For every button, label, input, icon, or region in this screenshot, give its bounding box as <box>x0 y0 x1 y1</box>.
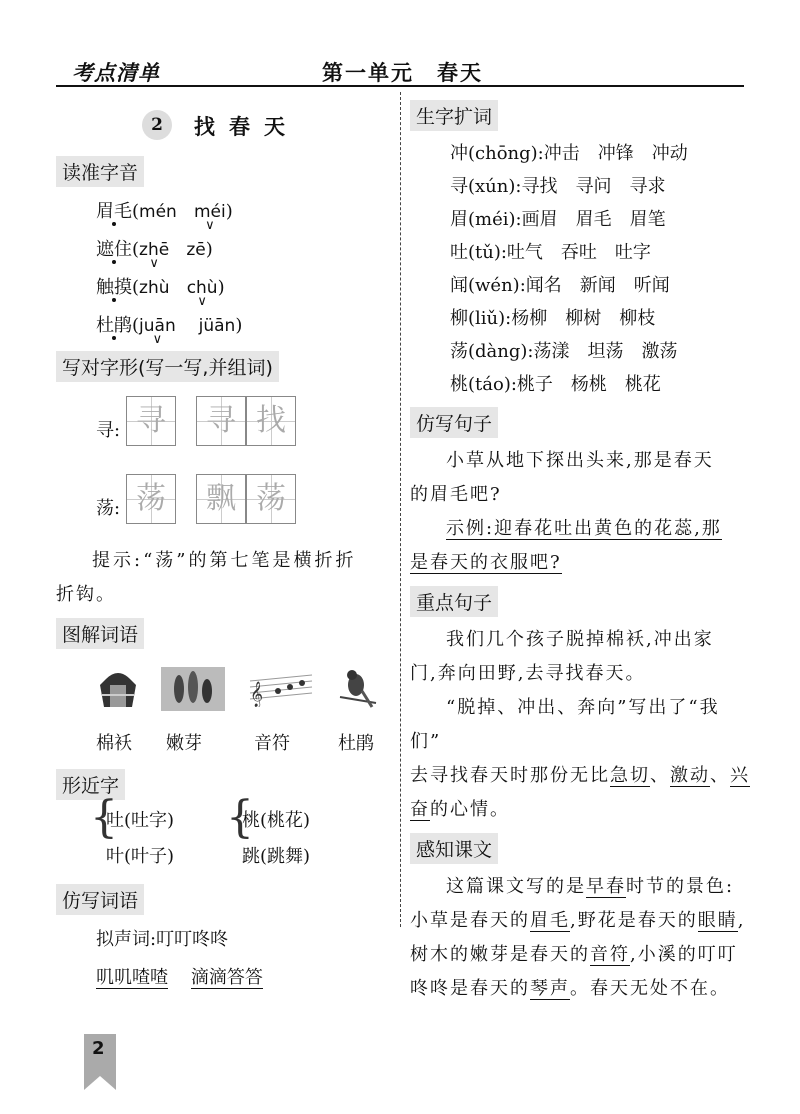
cuckoo-bird-image <box>336 667 380 711</box>
picture-label: 棉袄 <box>96 733 132 754</box>
section-readings-title: 读准字音 <box>56 156 144 187</box>
sprout-image <box>161 667 225 711</box>
section-key-sentence-title: 重点句子 <box>410 586 498 617</box>
brace-right: { <box>226 792 254 843</box>
example-text: 示例:迎春花吐出黄色的花蕊,那 <box>446 518 722 539</box>
text-segment: , <box>737 910 746 931</box>
writing-grid-row <box>56 394 394 466</box>
reading-word: 触摸 <box>96 277 132 298</box>
picture-row <box>56 663 394 723</box>
section-imitate-sentence-title: 仿写句子 <box>410 407 498 438</box>
key-sentence-line: 门,奔向田野,去寻找春天。 <box>410 663 646 684</box>
page-header <box>0 55 800 91</box>
hint-line: 提示:“荡”的第七笔是横折折 <box>92 550 357 571</box>
writing-grid-row <box>56 472 394 544</box>
key-sentence-line: “脱掉、冲出、奔向”写出了“我们” <box>410 697 720 752</box>
grid-label: 荡: <box>96 498 121 519</box>
page-number: 2 <box>92 1038 105 1059</box>
section-pictures-title: 图解词语 <box>56 618 144 649</box>
imitate-example-line <box>410 546 750 580</box>
cotton-jacket-image <box>96 667 140 713</box>
new-char-item: 吐(tǔ):吐气 吞吐 吐字 <box>450 242 651 263</box>
music-notes-image <box>248 667 314 707</box>
reading-word: 杜鹃 <box>96 315 132 336</box>
section-new-chars-title: 生字扩词 <box>410 100 498 131</box>
pinyin-option-correct: chù ∨ <box>187 269 218 307</box>
perceive-line <box>410 938 750 972</box>
writing-cell: 飘 <box>196 474 246 524</box>
readings-list <box>56 193 394 345</box>
writing-cell: 寻 <box>126 396 176 446</box>
section-perceive-title: 感知课文 <box>410 833 498 864</box>
perceive-line <box>410 870 750 904</box>
writing-cell: 找 <box>246 396 296 446</box>
pinyin-option-correct: juān ∨ <box>139 307 176 345</box>
similar-item: 吐(吐字) <box>106 810 175 831</box>
new-char-item: 眉(méi):画眉 眉毛 眉笔 <box>450 209 666 230</box>
new-char-item: 冲(chōng):冲击 冲锋 冲动 <box>450 143 688 164</box>
underlined-word: 琴声 <box>530 978 570 999</box>
writing-cell: 荡 <box>246 474 296 524</box>
similar-chars <box>56 792 394 878</box>
similar-item: 叶(叶子) <box>106 846 175 867</box>
new-char-item: 寻(xún):寻找 寻问 寻求 <box>450 176 666 197</box>
brace-left: { <box>90 792 118 843</box>
pinyin-option-correct: méi ∨ <box>194 193 226 231</box>
reading-word: 眉毛 <box>96 201 132 222</box>
imitate-answer: 滴滴答答 <box>190 967 263 988</box>
underlined-word: 眉毛 <box>530 910 570 931</box>
text-segment: 这篇课文写的是 <box>446 876 586 897</box>
text-segment: 小草是春天的 <box>410 910 530 931</box>
key-sentence-line: 我们几个孩子脱掉棉袄,冲出家 <box>446 629 714 650</box>
imitate-words-prompt: 拟声词:叮叮咚咚 <box>96 929 229 950</box>
left-column <box>56 100 394 997</box>
perceive-line <box>410 972 750 1006</box>
reading-item: 眉毛(mén méi ∨) <box>56 193 394 231</box>
underlined-word: 奋 <box>410 799 430 820</box>
imitate-words-answers <box>56 959 394 997</box>
writing-cell: 荡 <box>126 474 176 524</box>
reading-item: 遮住(zhē ∨ zē) <box>56 231 394 269</box>
imitate-example-line <box>410 512 750 546</box>
text-segment: 咚咚是春天的 <box>410 978 530 999</box>
new-char-item: 柳(liǔ):杨柳 柳树 柳枝 <box>450 308 656 329</box>
text-segment: 。春天无处不在。 <box>570 978 730 999</box>
column-divider <box>400 92 401 927</box>
pinyin-option: zhù <box>139 278 170 298</box>
picture-labels <box>56 723 394 763</box>
new-char-item: 闻(wén):闻名 新闻 听闻 <box>450 275 670 296</box>
example-text: 是春天的衣服吧? <box>410 552 562 573</box>
grid-label: 寻: <box>96 420 121 441</box>
key-sentence-line <box>410 759 750 793</box>
new-chars-list <box>410 137 750 401</box>
section-similar-title: 形近字 <box>56 769 125 800</box>
lesson-number-badge: 2 <box>142 110 172 140</box>
imitate-sentence-line: 的眉毛吧? <box>410 484 502 505</box>
header-unit-title: 第一单元 春天 <box>322 60 483 85</box>
key-sentence-line <box>410 793 750 827</box>
picture-label: 杜鹃 <box>338 733 374 754</box>
underlined-word: 眼睛 <box>697 910 738 931</box>
imitate-answer: 叽叽喳喳 <box>96 967 168 988</box>
section-writing-title: 写对字形(写一写,并组词) <box>56 351 279 382</box>
underlined-word: 早春 <box>586 876 626 897</box>
header-rule <box>56 85 744 87</box>
imitate-sentence-line: 小草从地下探出头来,那是春天 <box>446 450 714 471</box>
text-segment: ,小溪的叮叮 <box>630 944 738 965</box>
pinyin-option-correct: zhē ∨ <box>139 231 169 269</box>
writing-hint-cont: 折钩。 <box>56 584 116 605</box>
reading-word: 遮住 <box>96 239 132 260</box>
text-segment: 树木的嫩芽是春天的 <box>410 944 590 965</box>
reading-item: 触摸(zhù chù ∨) <box>56 269 394 307</box>
text-segment: 去寻找春天时那份无比 <box>410 765 610 786</box>
new-char-item: 桃(táo):桃子 杨桃 桃花 <box>450 374 661 395</box>
underlined-word: 兴 <box>730 765 750 786</box>
writing-cell: 寻 <box>196 396 246 446</box>
similar-item: 跳(跳舞) <box>242 846 311 867</box>
pinyin-option: jüān <box>198 316 236 336</box>
picture-label: 音符 <box>254 733 290 754</box>
right-column <box>410 100 750 1006</box>
reading-item: 杜鹃(juān ∨ jüān) <box>56 307 394 345</box>
text-segment: 的心情。 <box>430 799 510 820</box>
similar-item: 桃(桃花) <box>242 810 311 831</box>
text-segment: 、 <box>710 765 730 786</box>
text-segment: ,野花是春天的 <box>570 910 698 931</box>
writing-hint <box>56 544 394 578</box>
new-char-item: 荡(dàng):荡漾 坦荡 激荡 <box>450 341 678 362</box>
underlined-word: 急切 <box>610 765 650 786</box>
lesson-title-row <box>56 100 394 150</box>
section-imitate-words-title: 仿写词语 <box>56 884 144 915</box>
perceive-line <box>410 904 750 938</box>
text-segment: 、 <box>650 765 670 786</box>
underlined-word: 音符 <box>590 944 630 965</box>
pinyin-option: mén <box>139 202 177 222</box>
header-left-title: 考点清单 <box>72 61 160 85</box>
svg-text:𝄞: 𝄞 <box>250 682 264 707</box>
picture-label: 嫩芽 <box>166 733 202 754</box>
pinyin-option: zē <box>186 240 206 260</box>
lesson-title: 找春天 <box>194 114 299 139</box>
text-segment: 时节的景色: <box>626 876 735 897</box>
underlined-word: 激动 <box>670 765 710 786</box>
